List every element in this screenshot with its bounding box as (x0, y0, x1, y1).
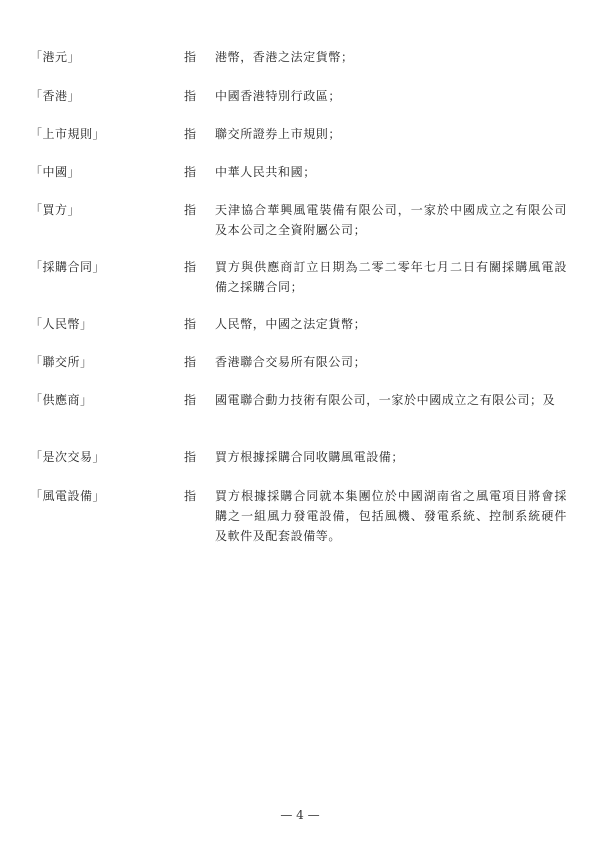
means-label: 指 (184, 317, 197, 331)
definition-rmb: 人民幣，中國之法定貨幣； (215, 317, 367, 331)
definition-prc: 中華人民共和國； (215, 165, 316, 179)
definition-stock-exchange: 香港聯合交易所有限公司； (215, 355, 367, 369)
means-label: 指 (184, 393, 197, 407)
term-hong-kong: 「香港」 (30, 89, 81, 103)
term-purchase-contract: 「採購合同」 (30, 260, 106, 274)
definition-purchaser: 天津協合華興風電裝備有限公司，一家於中國成立之有限公司及本公司之全資附屬公司； (215, 203, 567, 237)
term-rmb: 「人民幣」 (30, 317, 93, 331)
means-label: 指 (184, 203, 197, 217)
means-label: 指 (184, 50, 197, 64)
definition-supplier: 國電聯合動力技術有限公司，一家於中國成立之有限公司；及 (215, 393, 556, 407)
means-label: 指 (184, 165, 197, 179)
page-number: — 4 — (280, 808, 320, 822)
definition-transaction: 買方根據採購合同收購風電設備； (215, 450, 405, 464)
term-stock-exchange: 「聯交所」 (30, 355, 93, 369)
term-purchaser: 「買方」 (30, 203, 81, 217)
term-listing-rules: 「上市規則」 (30, 127, 106, 141)
means-label: 指 (184, 355, 197, 369)
term-wind-power-equipment: 「風電設備」 (30, 489, 106, 503)
definition-purchase-contract: 買方與供應商訂立日期為二零二零年七月二日有關採購風電設備之採購合同； (215, 260, 567, 294)
term-transaction: 「是次交易」 (30, 450, 106, 464)
term-supplier: 「供應商」 (30, 393, 93, 407)
means-label: 指 (184, 89, 197, 103)
definition-hkd: 港幣，香港之法定貨幣； (215, 50, 354, 64)
definition-listing-rules: 聯交所證券上市規則； (215, 127, 342, 141)
term-prc: 「中國」 (30, 165, 81, 179)
means-label: 指 (184, 127, 197, 141)
definition-wind-power-equipment: 買方根據採購合同就本集團位於中國湖南省之風電項目將會採購之一組風力發電設備，包括風機、發電系統、控制系統硬件及軟件及配套設備等。 (215, 489, 567, 543)
means-label: 指 (184, 489, 197, 503)
term-hkd: 「港元」 (30, 50, 81, 64)
means-label: 指 (184, 450, 197, 464)
definition-hong-kong: 中國香港特別行政區； (215, 89, 342, 103)
means-label: 指 (184, 260, 197, 274)
